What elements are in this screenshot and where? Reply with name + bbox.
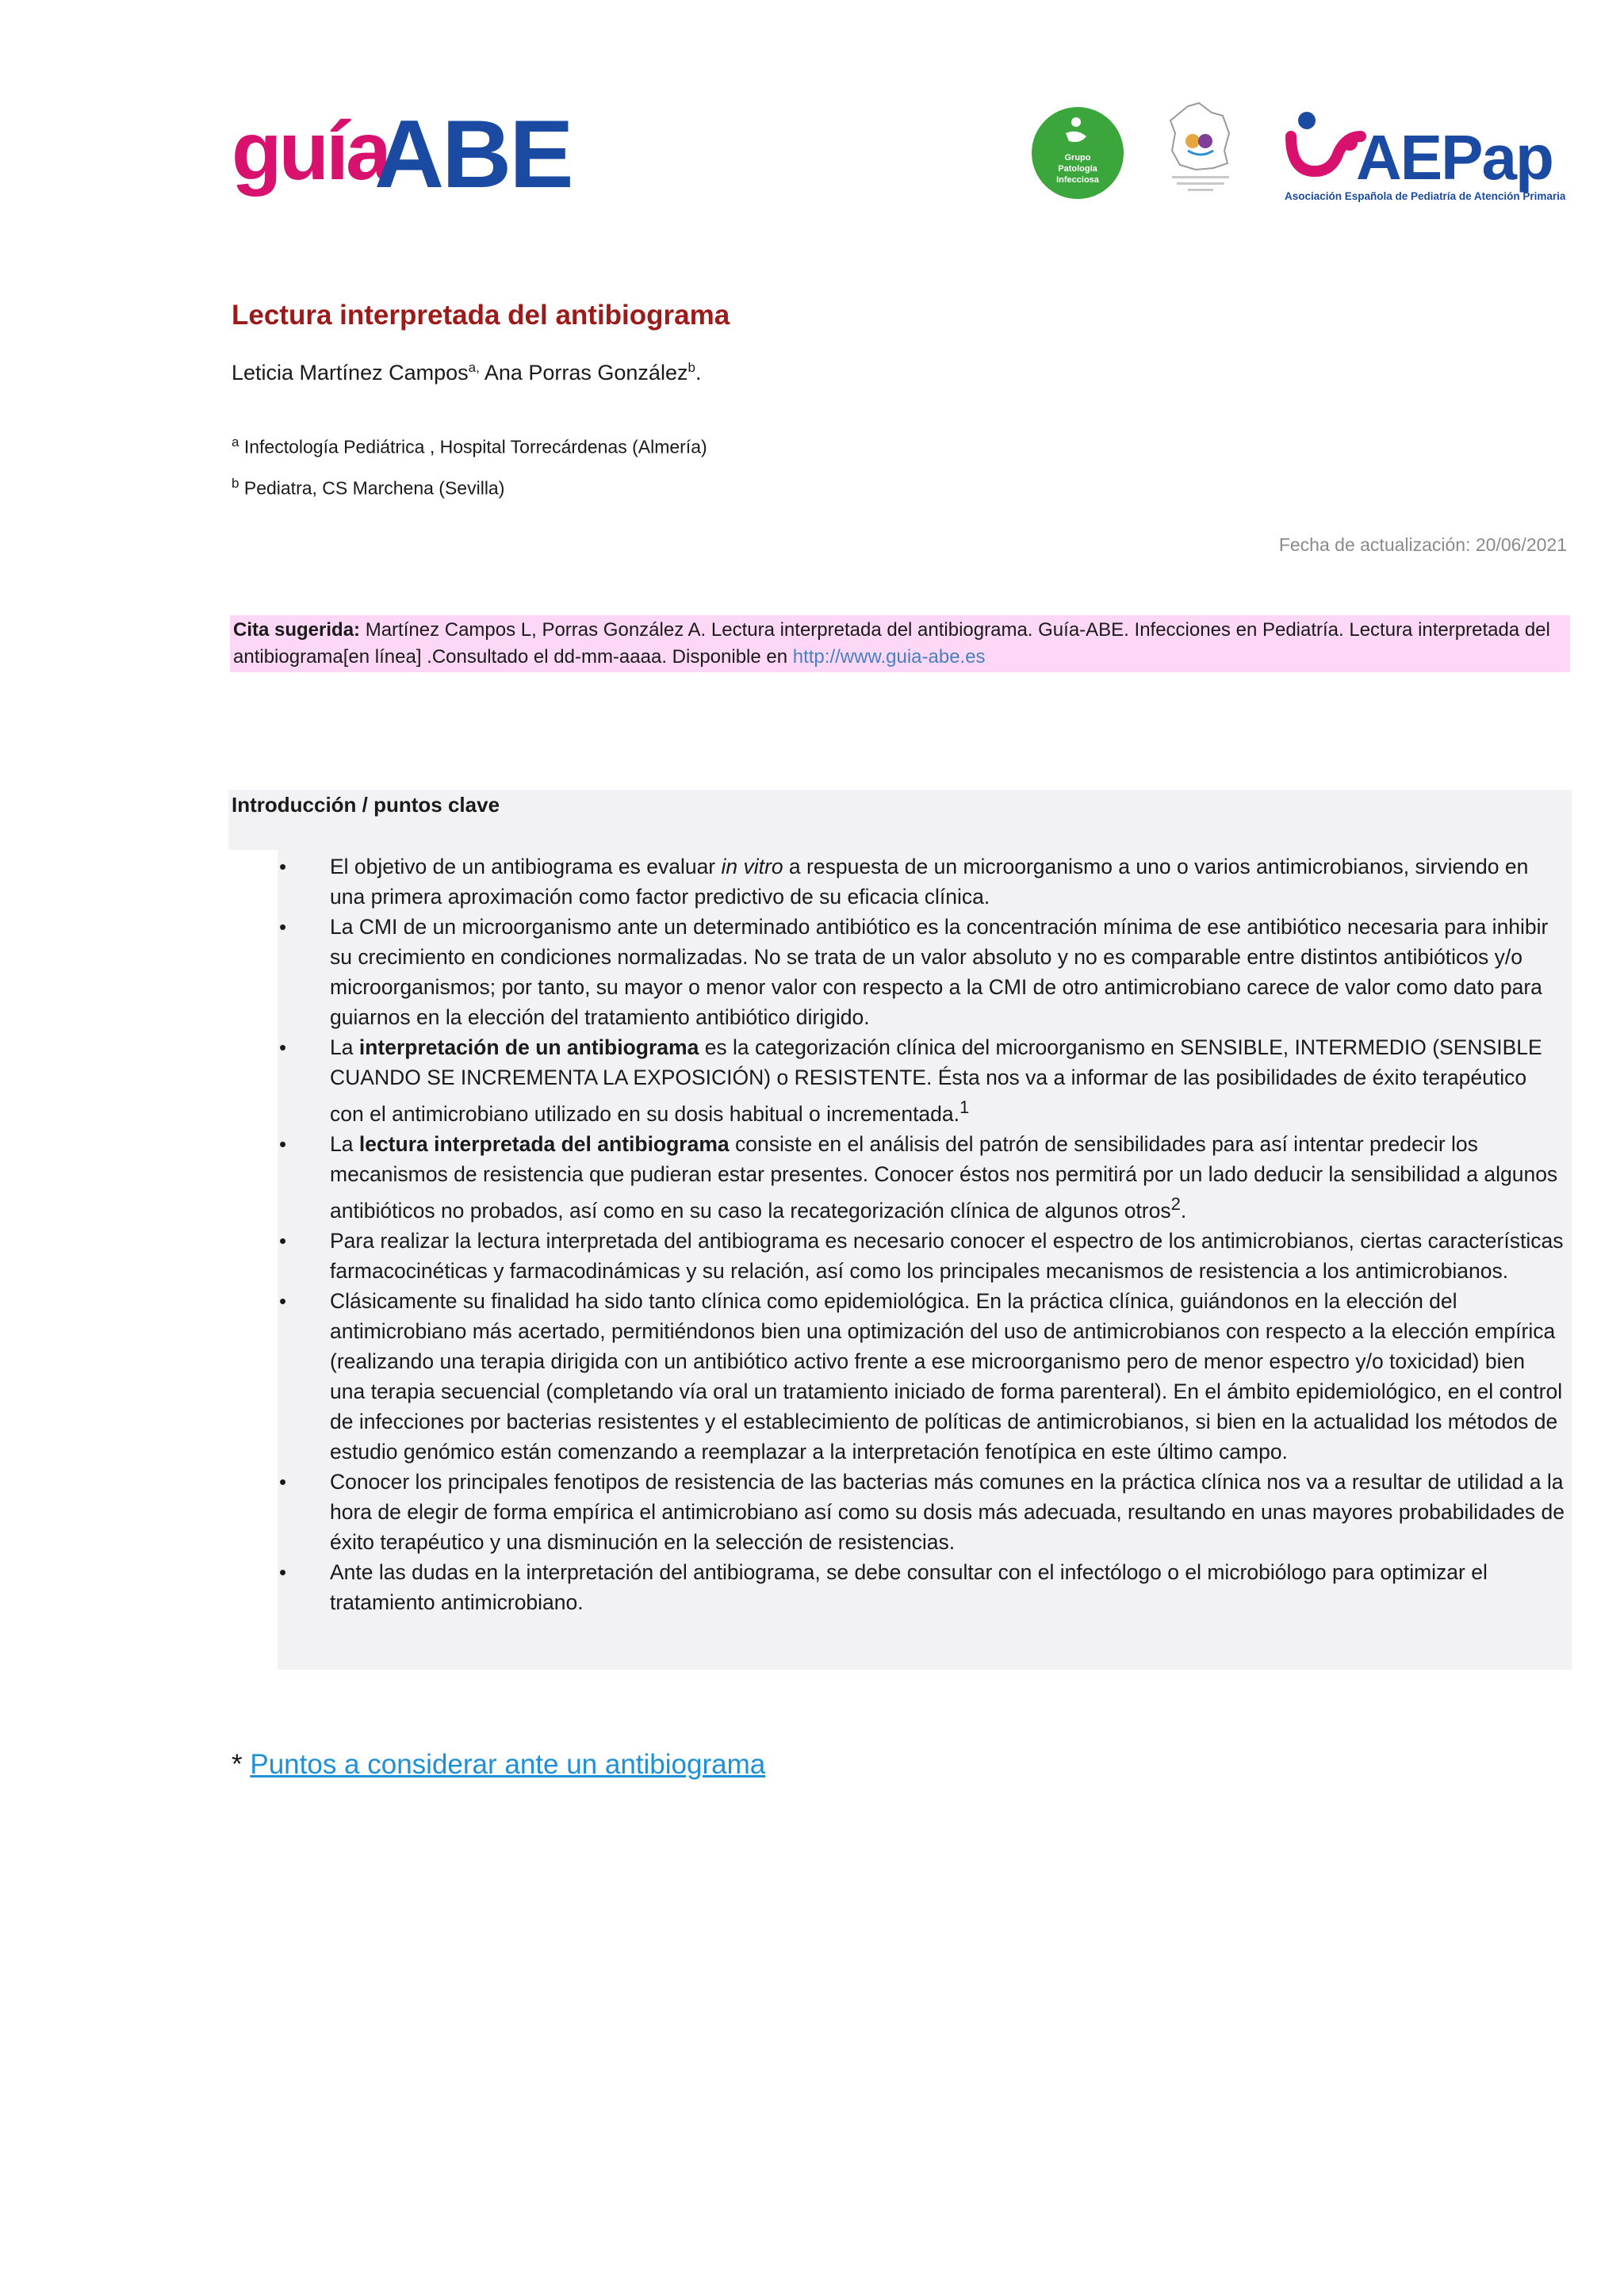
key-point-8 [278, 1557, 1572, 1617]
affiliation-b-sup: b [232, 476, 239, 491]
authors-end: . [695, 361, 702, 385]
key-point-3-text-a: La [330, 1035, 359, 1059]
authors-line [232, 360, 701, 385]
citation-link[interactable]: http://www.guia-abe.es [792, 646, 986, 668]
key-point-4-text-a: La [330, 1131, 359, 1156]
bullet-icon: • [279, 1469, 287, 1494]
affiliation-a-text: Infectología Pediátrica , Hospital Torrecárdenas (Almería) [239, 436, 707, 457]
key-point-2 [278, 912, 1572, 1032]
key-point-4-bold: lectura interpretada del antibiograma [358, 1131, 730, 1156]
citation-label: Cita sugerida: [233, 619, 361, 641]
key-point-5 [278, 1226, 1572, 1286]
key-point-3-text-c: es la categorización clínica del microorganismo en SENSIBLE, INTERMEDIO (SENSIBLE CUANDO SE INCREMENTA LA EXPOSICIÓN) o RESISTENTE. Ésta nos va a informar de las posibilidades de éxito terapéutico con el antimicrobiano utilizado en su dosis habitual o incrementada. [330, 1035, 1542, 1126]
puntos-considerar-link[interactable]: Puntos a considerar ante un antibiograma [250, 1749, 766, 1780]
affiliation-a-sup: a [232, 434, 239, 450]
key-point-4-text-c: consiste en el análisis del patrón de sensibilidades para así intentar predecir los mecanismos de resistencia que pudieran estar presentes. Conocer éstos nos permitirá por un lado deducir la sensibilidad a algunos antibióticos no probados, así como en su caso la recategorización clínica de algunos otros [330, 1131, 1558, 1223]
key-point-6 [278, 1286, 1572, 1467]
author-2: Ana Porras González [479, 361, 688, 385]
key-point-1 [278, 851, 1572, 912]
key-point-5-text: Para realizar la lectura interpretada del antibiograma es necesario conocer el espectro de los antimicrobianos, ciertas características farmacocinéticas y farmacodinámicas y su relación, así como los principales mecanismos de resistencia a los antimicrobianos. [330, 1228, 1564, 1283]
document-title: Lectura interpretada del antibiograma [232, 300, 730, 331]
author-1-sup: a, [468, 360, 480, 375]
key-point-6-text: Clásicamente su finalidad ha sido tanto clínica como epidemiológica. En la práctica clínica, guiándonos en la elección del antimicrobiano más acertado, permitiéndonos bien una optimización del uso de antimicrobianos con respecto a la elección empírica (realizando una terapia dirigida con un antibiótico activo frente a ese microorganismo pero de menor espectro y/o toxicidad) bien una terapia secuencial (completando vía oral un tratamiento iniciado de forma parenteral). En el ámbito epidemiológico, en el control de infecciones por bacterias resistentes y el establecimiento de políticas de antimicrobianos, si bien en la actualidad los métodos de estudio genómico están comenzando a reemplazar a la interpretación fenotípica en este último campo. [330, 1288, 1563, 1464]
guia-abe-logo [232, 101, 577, 206]
bullet-icon: • [279, 1559, 287, 1584]
aepap-wordmark: AEPap [1356, 122, 1553, 193]
puntos-considerar [232, 1749, 765, 1781]
bullet-icon: • [279, 1131, 287, 1156]
key-point-3-sup: 1 [959, 1097, 970, 1117]
grupo-logo-line3: Infecciosa [1056, 175, 1099, 185]
update-date: Fecha de actualización: 20/06/2021 [1278, 534, 1567, 555]
bullet-icon: • [279, 1228, 287, 1253]
grupo-logo-line1: Grupo [1064, 153, 1091, 163]
key-point-3-bold: interpretación de un antibiograma [358, 1035, 699, 1059]
asociacion-madrid-logo [1164, 101, 1237, 200]
bullet-icon: • [279, 855, 287, 878]
affiliation-a [232, 434, 707, 458]
grupo-patologia-infecciosa-logo [1031, 106, 1124, 200]
grupo-logo-line2: Patología [1058, 164, 1097, 174]
key-point-8-text: Ante las dudas en la interpretación del antibiograma, se debe consultar con el infectólogo o el microbiólogo para optimizar el tratamiento antimicrobiano. [330, 1559, 1488, 1614]
key-point-1-text-b: a respuesta de un microorganismo a uno o varios antimicrobianos, sirviendo en una primera aproximación como factor predictivo de su eficacia clínica. [330, 855, 1529, 909]
author-2-sup: b [688, 360, 695, 375]
key-point-1-text-a: El objetivo de un antibiograma es evaluar [330, 855, 722, 878]
key-point-4 [278, 1129, 1572, 1226]
key-point-3 [278, 1032, 1572, 1129]
intro-heading: Introducción / puntos clave [228, 790, 1572, 850]
key-point-2-text: La CMI de un microorganismo ante un determinado antibiótico es la concentración mínima de ese antibiótico necesaria para inhibir su crecimiento en condiciones normalizadas. No se trata de un valor absoluto y no es comparable entre distintos antibióticos y/o microorganismos; por tanto, su mayor o menor valor con respecto a la CMI de otro antimicrobiano carece de valor como dato para guiarnos en la elección del tratamiento antibiótico dirigido. [330, 915, 1549, 1029]
author-1: Leticia Martínez Campos [232, 361, 469, 385]
guia-abe-logo-graphic [232, 101, 577, 206]
key-point-7 [278, 1467, 1572, 1557]
brand-abe: ABE [374, 101, 572, 206]
bullet-icon: • [279, 1035, 287, 1059]
aepap-subtitle: Asociación Española de Pediatría de Atención Primaria [1285, 190, 1565, 202]
citation-text: Martínez Campos L, Porras González A. Lectura interpretada del antibiograma. Guía-ABE. Infecciones en Pediatría. Lectura interpretada del antibiograma[en línea] .Consultado el dd-mm-aaaa. Disponible en [233, 619, 1550, 668]
key-point-4-text-d: . [1180, 1198, 1187, 1223]
suggested-citation [230, 615, 1570, 672]
aepap-logo [1283, 109, 1565, 208]
key-point-7-text: Conocer los principales fenotipos de resistencia de las bacterias más comunes en la práctica clínica nos va a resultar de utilidad a la hora de elegir de forma empírica el antimicrobiano así como su dosis más adecuada, resultando en unas mayores probabilidades de éxito terapéutico y una disminución en la selección de resistencias. [330, 1469, 1565, 1554]
key-points-list [278, 851, 1572, 1617]
bullet-icon: • [279, 915, 287, 939]
key-point-1-emphasis: in vitro [721, 855, 783, 878]
affiliation-b [232, 476, 504, 499]
bullet-icon: • [279, 1288, 287, 1313]
asterisk: * [232, 1749, 251, 1780]
brand-guia: guía [232, 105, 389, 197]
key-points-section [278, 850, 1572, 1670]
affiliation-b-text: Pediatra, CS Marchena (Sevilla) [239, 477, 505, 499]
key-point-4-sup: 2 [1170, 1193, 1181, 1214]
